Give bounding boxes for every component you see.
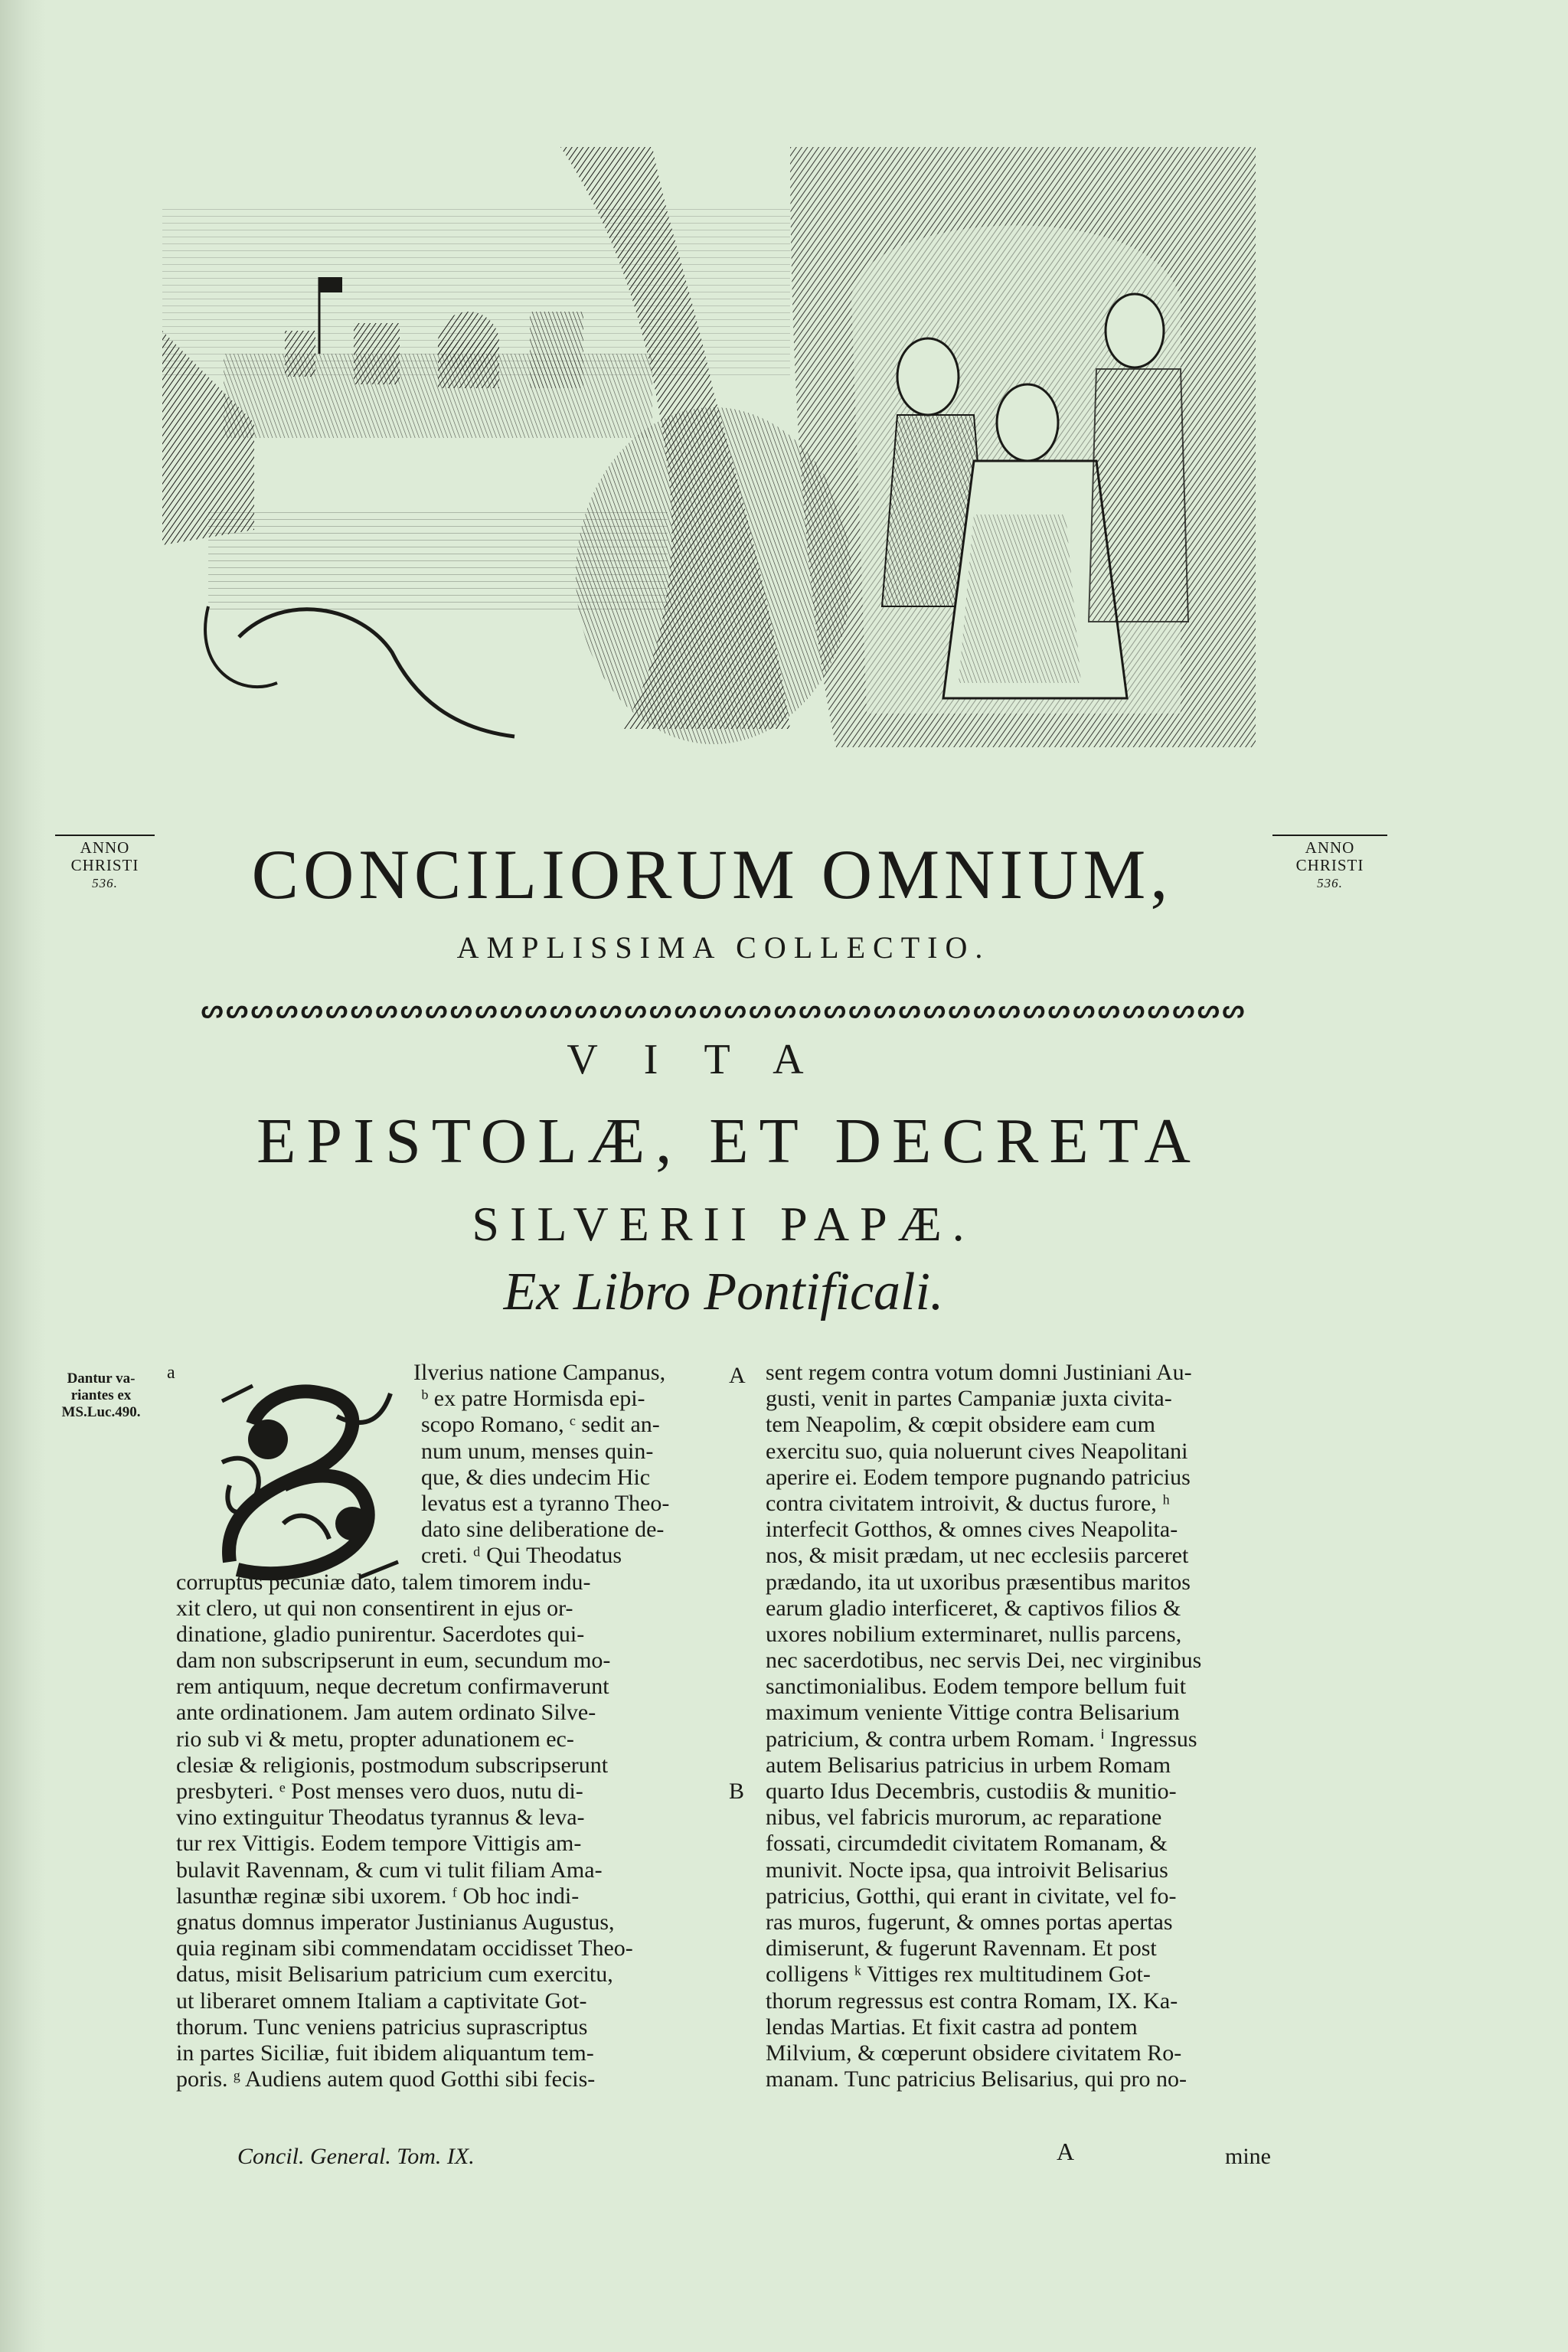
column-marker-A: A	[729, 1363, 746, 1388]
text-line: lendas Martias. Et fixit castra ad pontem	[766, 2014, 1138, 2040]
text-line: gnatus domnus imperator Justinianus Augustus,	[176, 1909, 615, 1935]
text-line: exercitu suo, quia noluerunt cives Neapolitani	[766, 1438, 1188, 1464]
text-line: munivit. Nocte ipsa, qua introivit Belisarius	[766, 1857, 1168, 1883]
christi-word: CHRISTI	[1295, 856, 1364, 874]
engraving-siege-scene-icon	[162, 147, 1256, 747]
text-line: tur rex Vittigis. Eodem tempore Vittigis am-	[176, 1831, 582, 1857]
text-line: nos, & misit prædam, ut nec ecclesiis parceret	[766, 1543, 1189, 1569]
text-line: vino extinguitur Theodatus tyrannus & leva-	[176, 1805, 585, 1831]
text-line: thorum regressus est contra Romam, IX. Ka-	[766, 1988, 1178, 2014]
text-line: scopo Romano, ᶜ sedit an-	[421, 1412, 660, 1438]
anno-rule	[1272, 835, 1387, 836]
text-line: patricius, Gotthi, qui erant in civitate, vel fo-	[766, 1883, 1177, 1909]
text-line: autem Belisarius patricius in urbem Romam	[766, 1752, 1171, 1778]
text-line: manam. Tunc patricius Belisarius, qui pro no-	[766, 2066, 1187, 2092]
text-line: levatus est a tyranno Theo-	[421, 1490, 670, 1516]
text-line: rem antiquum, neque decretum confirmaverunt	[176, 1674, 609, 1700]
text-line: lasunthæ reginæ sibi uxorem. ᶠ Ob hoc indi-	[176, 1883, 580, 1909]
text-line: presbyteri. ᵉ Post menses vero duos, nutu di-	[176, 1779, 583, 1804]
text-line: poris. ᵍ Audiens autem quod Gotthi sibi fecis-	[176, 2066, 596, 2092]
text-line: aperire ei. Eodem tempore pugnando patricius	[766, 1464, 1191, 1490]
anno-rule	[55, 835, 155, 836]
text-line: fossati, circumdedit civitatem Romanam, &	[766, 1831, 1168, 1857]
text-line: num unum, menses quin-	[421, 1438, 654, 1464]
text-line: ras muros, fugerunt, & omnes portas apertas	[766, 1909, 1173, 1935]
engraving-illustration	[162, 147, 1256, 747]
text-line: earum gladio interficeret, & captivos filios &	[766, 1595, 1181, 1621]
text-line: dato sine deliberatione de-	[421, 1517, 665, 1543]
text-line: clesiæ & religionis, postmodum subscripserunt	[176, 1752, 609, 1778]
text-line: datus, misit Belisarium patricium cum exercitu,	[176, 1962, 613, 1988]
text-line: sanctimonialibus. Eodem tempore bellum fuit	[766, 1674, 1187, 1700]
column-marker-B: B	[729, 1779, 745, 1804]
margin-note-line: riantes ex	[70, 1387, 132, 1403]
margin-note-line: MS.Luc.490.	[61, 1404, 141, 1420]
text-line: dinatione, gladio punirentur. Sacerdotes qui-	[176, 1621, 585, 1647]
text-line: sent regem contra votum domni Justiniani Au-	[766, 1360, 1192, 1385]
anno-christi-right	[1272, 835, 1387, 892]
page-title: CONCILIORUM OMNIUM,	[251, 835, 1173, 913]
anno-christi-left	[55, 835, 155, 892]
section-heading-vita: VITA	[567, 1036, 850, 1083]
text-line: creti. ᵈ Qui Theodatus	[421, 1543, 622, 1569]
text-line: corruptus pecuniæ dato, talem timorem indu-	[176, 1569, 591, 1595]
section-heading-epistolae: EPISTOLÆ, ET DECRETA	[256, 1106, 1201, 1177]
text-line: colligens ᵏ Vittiges rex multitudinem Got-	[766, 1962, 1151, 1988]
section-heading-silverii: SILVERII PAPÆ.	[472, 1197, 975, 1251]
left-text-column	[176, 1360, 724, 2092]
text-line: ut liberaret omnem Italiam a captivitate Got-	[176, 1988, 587, 2014]
text-line: rio sub vi & metu, propter adunationem ec-	[176, 1726, 574, 1752]
page-subtitle: AMPLISSIMA COLLECTIO.	[456, 930, 991, 965]
section-heading-source: Ex Libro Pontificali.	[503, 1263, 944, 1321]
text-line: ante ordinationem. Jam autem ordinato Silve-	[176, 1700, 596, 1726]
text-line: maximum veniente Vittige contra Belisarium	[766, 1700, 1180, 1726]
footer-catchword: mine	[1225, 2144, 1271, 2169]
margin-marker-a: a	[167, 1363, 175, 1383]
footer-signature: A	[1057, 2138, 1075, 2165]
text-line: quia reginam sibi commendatam occidisset Theo-	[176, 1936, 633, 1962]
christi-word: CHRISTI	[70, 856, 139, 874]
margin-note-line: Dantur va-	[67, 1370, 136, 1387]
text-line: Milvium, & cœperunt obsidere civitatem Ro-	[766, 2040, 1182, 2066]
text-line: gusti, venit in partes Campaniæ juxta civita-	[766, 1386, 1172, 1412]
text-line: nibus, vel fabricis murorum, ac reparatione	[766, 1805, 1162, 1831]
margin-note	[51, 1370, 152, 1421]
book-gutter	[0, 0, 46, 2352]
text-line: dam non subscripserunt in eum, secundum mo-	[176, 1648, 611, 1674]
text-line: xit clero, ut qui non consentirent in ejus or-	[176, 1595, 573, 1621]
scroll-ornament-row-icon: ᔕᔕᔕᔕᔕᔕᔕᔕᔕᔕᔕᔕᔕᔕᔕᔕᔕᔕᔕᔕᔕᔕᔕᔕᔕᔕᔕᔕᔕᔕᔕᔕᔕᔕᔕᔕᔕᔕᔕᔕᔕᔕ	[201, 995, 1248, 1024]
text-line: interfecit Gotthos, & omnes cives Neapolita-	[766, 1517, 1178, 1543]
text-line: quarto Idus Decembris, custodiis & munitio-	[766, 1779, 1177, 1804]
text-line: patricium, & contra urbem Romam. ⁱ Ingressus	[766, 1726, 1197, 1752]
text-line: in partes Siciliæ, fuit ibidem aliquantum tem-	[176, 2040, 594, 2066]
anno-word: ANNO	[80, 838, 130, 857]
footer-volume: Concil. General. Tom. IX.	[237, 2144, 475, 2169]
anno-year: 536.	[92, 876, 118, 890]
text-line: dimiserunt, & fugerunt Ravennam. Et post	[766, 1936, 1157, 1962]
text-line: Ilverius natione Campanus,	[413, 1360, 666, 1385]
text-line: bulavit Ravennam, & cum vi tulit filiam Ama-	[176, 1857, 603, 1883]
right-text-column	[766, 1360, 1286, 2092]
text-line: que, & dies undecim Hic	[421, 1464, 651, 1490]
text-line: contra civitatem introivit, & ductus furore, ʰ	[766, 1490, 1170, 1516]
text-line: nec sacerdotibus, nec servis Dei, nec virginibus	[766, 1648, 1202, 1674]
anno-word: ANNO	[1305, 838, 1355, 857]
text-line: prædando, ita ut uxoribus præsentibus maritos	[766, 1569, 1191, 1595]
text-line: tem Neapolim, & cœpit obsidere eam cum	[766, 1412, 1156, 1438]
anno-year: 536.	[1317, 876, 1343, 890]
text-line: thorum. Tunc veniens patricius suprascriptus	[176, 2014, 588, 2040]
text-line: uxores nobilium exterminaret, nullis parcens,	[766, 1621, 1182, 1647]
text-line: ᵇ ex patre Hormisda epi-	[421, 1386, 645, 1412]
